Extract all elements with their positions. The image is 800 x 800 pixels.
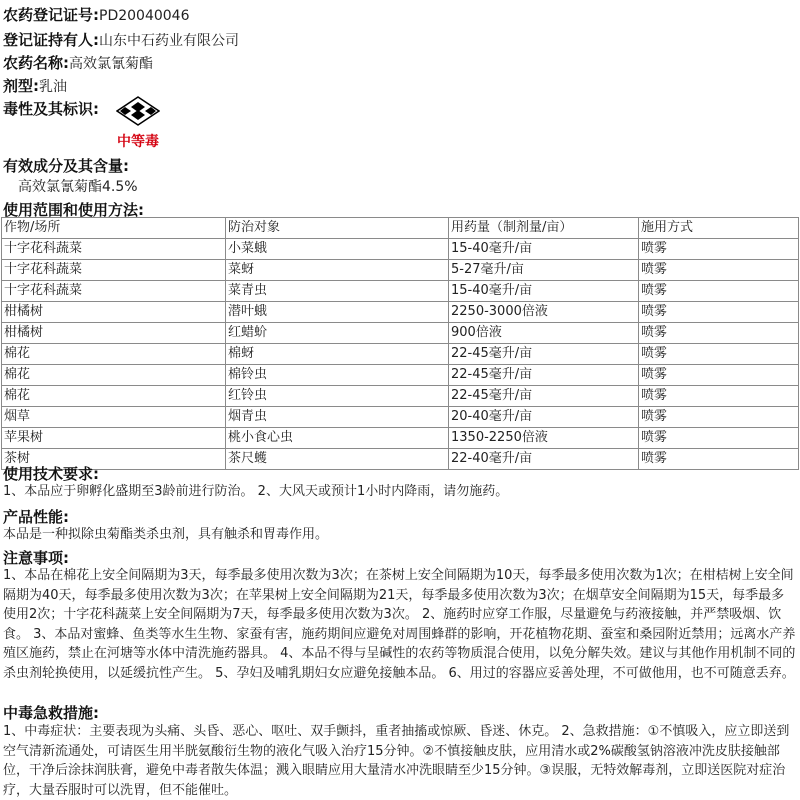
dosage-cell: 22-45毫升/亩 bbox=[449, 344, 639, 365]
dosage-cell: 900倍液 bbox=[449, 323, 639, 344]
dosage-cell: 15-40毫升/亩 bbox=[449, 281, 639, 302]
method-cell: 喷雾 bbox=[639, 344, 799, 365]
formulation-row bbox=[3, 75, 67, 96]
target-cell: 烟青虫 bbox=[226, 407, 449, 428]
method-cell: 喷雾 bbox=[639, 386, 799, 407]
method-cell: 喷雾 bbox=[639, 365, 799, 386]
crop-cell: 柑橘树 bbox=[2, 302, 226, 323]
dosage-cell: 22-40毫升/亩 bbox=[449, 449, 639, 470]
registration-holder-value: 山东中石药业有限公司 bbox=[99, 33, 239, 49]
target-cell: 潜叶蛾 bbox=[226, 302, 449, 323]
registration-number-value: PD20040046 bbox=[99, 8, 190, 24]
method-cell: 喷雾 bbox=[639, 428, 799, 449]
dosage-cell: 20-40毫升/亩 bbox=[449, 407, 639, 428]
pesticide-name-row bbox=[3, 52, 153, 73]
usage-table bbox=[1, 217, 799, 470]
table-row bbox=[2, 302, 799, 323]
table-row bbox=[2, 365, 799, 386]
precautions-title: 注意事项: bbox=[3, 549, 69, 567]
crop-cell: 烟草 bbox=[2, 407, 226, 428]
first-aid-text: 1、中毒症状：主要表现为头痛、头昏、恶心、呕吐、双手颤抖，重者抽搐或惊厥、昏迷、休克。 2、急救措施：①不慎吸入，应立即送到空气清新流通处，可请医生用半胱氨酸衍生物的液化气吸入治疗15分钟。②不慎接触皮肤，应用清水或2%碳酸氢钠溶液冲洗皮肤接触部位，干净后涂抹润肤膏，避免中毒者散失体温；溅入眼睛应用大量清水冲洗眼睛至少15分钟。③误服，无特效解毒剂，立即送医院对症治疗，大量吞服时可以洗胃，但不能催吐。 bbox=[3, 724, 790, 798]
target-cell: 红铃虫 bbox=[226, 386, 449, 407]
table-row bbox=[2, 449, 799, 470]
target-cell: 棉铃虫 bbox=[226, 365, 449, 386]
registration-number-row bbox=[3, 4, 189, 25]
usage-title: 使用范围和使用方法: bbox=[3, 201, 144, 219]
method-cell: 喷雾 bbox=[639, 239, 799, 260]
target-cell: 茶尺蠖 bbox=[226, 449, 449, 470]
toxicity-row bbox=[3, 98, 99, 119]
crop-cell: 茶树 bbox=[2, 449, 226, 470]
table-row bbox=[2, 344, 799, 365]
ingredients-title: 有效成分及其含量: bbox=[3, 157, 129, 175]
table-row bbox=[2, 239, 799, 260]
target-cell: 小菜蛾 bbox=[226, 239, 449, 260]
header-dosage: 用药量（制剂量/亩） bbox=[449, 218, 639, 239]
method-cell: 喷雾 bbox=[639, 260, 799, 281]
crop-cell: 棉花 bbox=[2, 386, 226, 407]
crop-cell: 十字花科蔬菜 bbox=[2, 281, 226, 302]
dosage-cell: 2250-3000倍液 bbox=[449, 302, 639, 323]
dosage-cell: 22-45毫升/亩 bbox=[449, 365, 639, 386]
crop-cell: 棉花 bbox=[2, 344, 226, 365]
ingredients-value: 高效氯氰菊酯4.5% bbox=[18, 179, 138, 195]
registration-holder-label: 登记证持有人: bbox=[3, 31, 99, 49]
pesticide-name-label: 农药名称: bbox=[3, 54, 69, 72]
table-row bbox=[2, 281, 799, 302]
dosage-cell: 22-45毫升/亩 bbox=[449, 386, 639, 407]
registration-holder-row bbox=[3, 29, 239, 50]
table-header-row bbox=[2, 218, 799, 239]
method-cell: 喷雾 bbox=[639, 302, 799, 323]
toxicity-level-text: 中等毒 bbox=[117, 134, 159, 150]
method-cell: 喷雾 bbox=[639, 323, 799, 344]
target-cell: 菜青虫 bbox=[226, 281, 449, 302]
crop-cell: 棉花 bbox=[2, 365, 226, 386]
product-performance-text: 本品是一种拟除虫菊酯类杀虫剂，具有触杀和胃毒作用。 bbox=[3, 527, 329, 542]
header-crop: 作物/场所 bbox=[2, 218, 226, 239]
table-row bbox=[2, 407, 799, 428]
method-cell: 喷雾 bbox=[639, 407, 799, 428]
table-row bbox=[2, 386, 799, 407]
table-row bbox=[2, 323, 799, 344]
crop-cell: 十字花科蔬菜 bbox=[2, 260, 226, 281]
dosage-cell: 1350-2250倍液 bbox=[449, 428, 639, 449]
formulation-value: 乳油 bbox=[39, 79, 67, 95]
table-row bbox=[2, 428, 799, 449]
target-cell: 棉蚜 bbox=[226, 344, 449, 365]
crop-cell: 柑橘树 bbox=[2, 323, 226, 344]
toxicity-label-heading: 毒性及其标识: bbox=[3, 100, 99, 118]
first-aid-title: 中毒急救措施: bbox=[3, 704, 99, 722]
method-cell: 喷雾 bbox=[639, 449, 799, 470]
target-cell: 红蜡蚧 bbox=[226, 323, 449, 344]
precautions-text: 1、本品在棉花上安全间隔期为3天，每季最多使用次数为3次；在茶树上安全间隔期为10天，每季最多使用次数为1次；在柑桔树上安全间隔期为40天，每季最多使用次数为3次；在苹果树上安全间隔期为21天，每季最多使用次数为3次；在烟草安全间隔期为15天，每季最多使用2次；十字花科蔬菜上安全间隔期为7天，每季最多使用次数为3次。 2、施药时应穿工作服，尽量避免与药液接触，并严禁吸烟、饮食。 3、本品对蜜蜂、鱼类等水生生物、家蚕有害，施药期间应避免对周围蜂群的影响，开花植物花期、蚕室和桑园附近禁用；远离水产养殖区施药，禁止在河塘等水体中清洗施药器具。 4、本品不得与呈碱性的农药等物质混合使用，以免分解失效。建议与其他作用机制不同的杀虫剂轮换使用，以延缓抗性产生。 5、孕妇及哺乳期妇女应避免接触本品。 6、用过的容器应妥善处理，不可做他用，也不可随意丢弃。 bbox=[3, 568, 796, 681]
crop-cell: 十字花科蔬菜 bbox=[2, 239, 226, 260]
registration-number-label: 农药登记证号: bbox=[3, 6, 99, 24]
header-method: 施用方式 bbox=[639, 218, 799, 239]
toxicity-diamond-icon bbox=[116, 96, 160, 126]
technical-requirements-text: 1、本品应于卵孵化盛期至3龄前进行防治。 2、大风天或预计1小时内降雨，请勿施药。 bbox=[3, 484, 509, 499]
dosage-cell: 15-40毫升/亩 bbox=[449, 239, 639, 260]
crop-cell: 苹果树 bbox=[2, 428, 226, 449]
table-row bbox=[2, 260, 799, 281]
dosage-cell: 5-27毫升/亩 bbox=[449, 260, 639, 281]
product-performance-title: 产品性能: bbox=[3, 508, 69, 526]
target-cell: 桃小食心虫 bbox=[226, 428, 449, 449]
technical-requirements-title: 使用技术要求: bbox=[3, 465, 99, 483]
formulation-label: 剂型: bbox=[3, 77, 39, 95]
method-cell: 喷雾 bbox=[639, 281, 799, 302]
header-target: 防治对象 bbox=[226, 218, 449, 239]
pesticide-name-value: 高效氯氰菊酯 bbox=[69, 56, 153, 72]
target-cell: 菜蚜 bbox=[226, 260, 449, 281]
